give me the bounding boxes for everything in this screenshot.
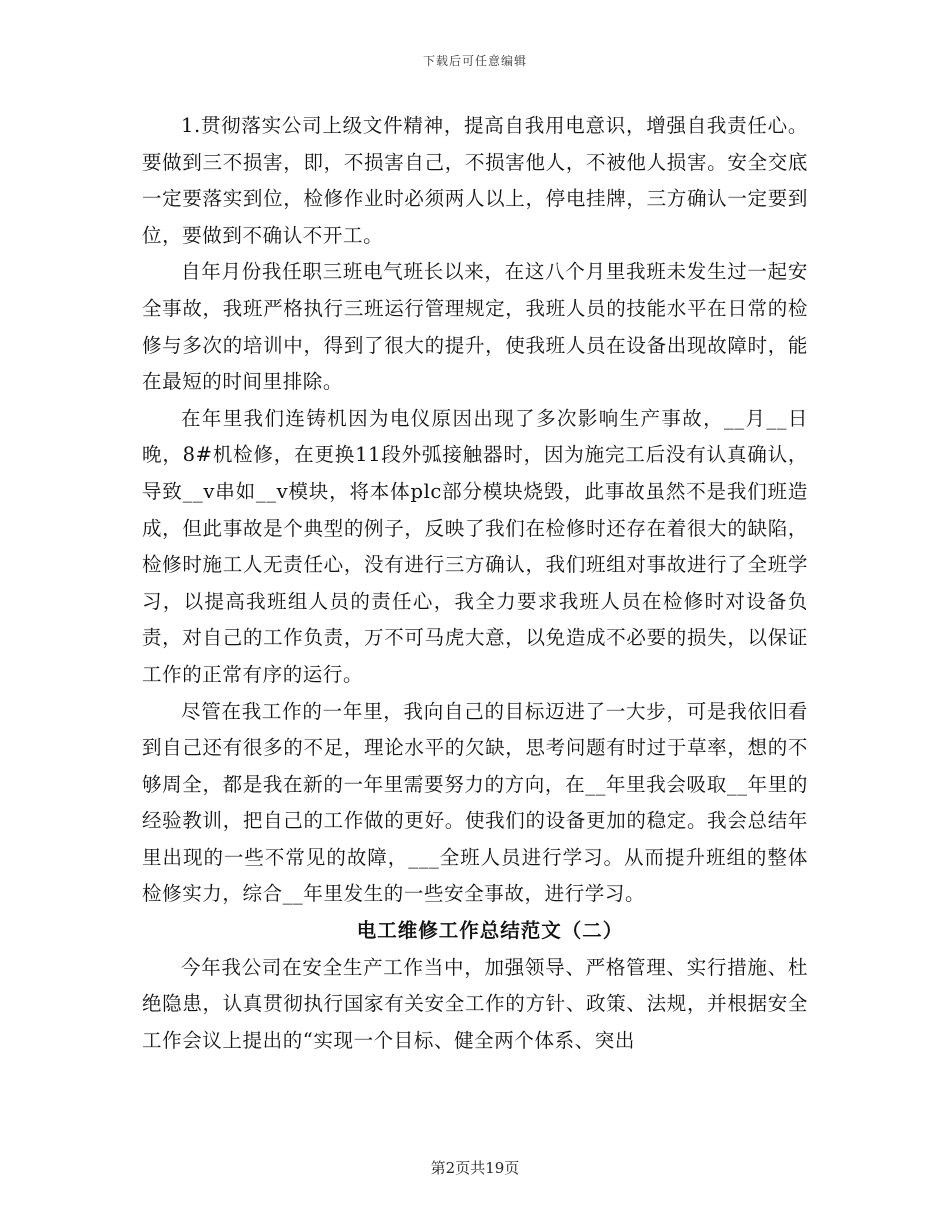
- page-number: 第2页共19页: [430, 1159, 520, 1177]
- section-paragraph-1: 今年我公司在安全生产工作当中，加强领导、严格管理、实行措施、杜绝隐患，认真贯彻执行国家有关安全工作的方针、政策、法规，并根据安全工作会议上提出的“实现一个目标、健全两个体系、突出: [142, 955, 808, 1052]
- body-paragraph-2: 自年月份我任职三班电气班长以来，在这八个月里我班未发生过一起安全事故，我班严格执行三班运行管理规定，我班人员的技能水平在日常的检修与多次的培训中，得到了很大的提升，使我班人员在设备出现故障时，能在最短的时间里排除。: [142, 260, 808, 394]
- document-body: [142, 108, 808, 1059]
- section-title: 电工维修工作总结范文（二）: [356, 919, 624, 943]
- body-paragraph-1: 1.贯彻落实公司上级文件精神，提高自我用电意识，增强自我责任心。要做到三不损害，即，不损害自己，不损害他人，不被他人损害。安全交底一定要落实到位，检修作业时必须两人以上，停电挂牌，三方确认一定要到位，要做到不确认不开工。: [142, 114, 808, 247]
- body-paragraph-3: 在年里我们连铸机因为电仪原因出现了多次影响生产事故，__月__日晚，8#机检修，在更换11段外弧接触器时，因为施完工后没有认真确认，导致__v串如__v模块，将本体plc部分模块烧毁，此事故虽然不是我们班造成，但此事故是个典型的例子，反映了我们在检修时还存在着很大的缺陷，检修时施工人无责任心，没有进行三方确认，我们班组对事故进行了全班学习，以提高我班组人员的责任心，我全力要求我班人员在检修时对设备负责，对自己的工作负责，万不可马虎大意，以免造成不必要的损失，以保证工作的正常有序的运行。: [142, 406, 808, 686]
- page-header-note: 下载后可任意编辑: [422, 54, 527, 68]
- body-paragraph-4: 尽管在我工作的一年里，我向自己的目标迈进了一大步，可是我依旧看到自己还有很多的不足，理论水平的欠缺，思考问题有时过于草率，想的不够周全，都是我在新的一年里需要努力的方向，在__年里我会吸取__年里的经验教训，把自己的工作做的更好。使我们的设备更加的稳定。我会总结年里出现的一些不常见的故障，___全班人员进行学习。从而提升班组的整体检修实力，综合__年里发生的一些安全事故，进行学习。: [142, 699, 808, 906]
